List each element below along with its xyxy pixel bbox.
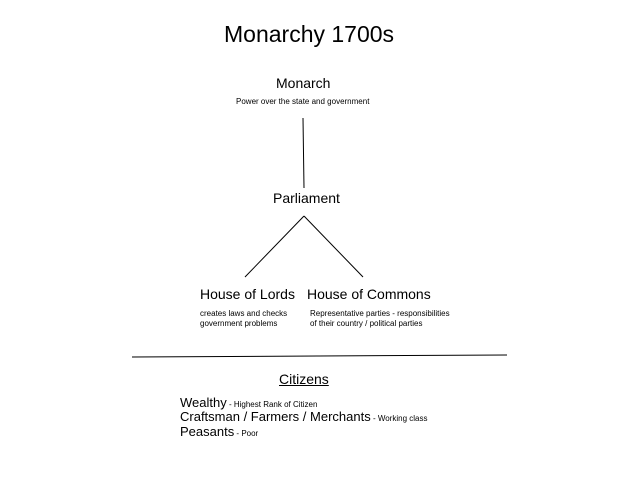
citizen-class-item: [180, 424, 258, 439]
citizen-class-name: Peasants: [180, 424, 235, 439]
monarch-to-parliament-line: [303, 118, 304, 188]
house-of-lords-description: [200, 309, 287, 329]
page-title: Monarchy 1700s: [224, 21, 395, 47]
citizen-class-note: - Highest Rank of Citizen: [226, 400, 318, 409]
parliament-label: Parliament: [273, 190, 340, 206]
house-of-lords-description-line: government problems: [200, 319, 278, 328]
citizens-divider-line: [132, 355, 507, 357]
citizen-class-note: - Poor: [234, 429, 259, 438]
citizen-class-item: [180, 409, 427, 424]
monarch-description: Power over the state and government: [236, 97, 370, 106]
monarch-label: Monarch: [276, 75, 331, 91]
citizen-class-name: Craftsman / Farmers / Merchants: [180, 409, 371, 424]
house-of-lords-label: House of Lords: [200, 286, 295, 302]
house-of-commons-description-line: of their country / political parties: [310, 319, 423, 328]
house-of-commons-description: [310, 309, 450, 329]
house-of-commons-label: House of Commons: [307, 286, 431, 302]
house-of-commons-description-line: Representative parties - responsibilities: [310, 309, 450, 318]
citizens-heading: Citizens: [279, 371, 329, 387]
citizen-class-note: - Working class: [370, 414, 428, 423]
house-of-lords-description-line: creates laws and checks: [200, 309, 288, 318]
citizen-class-name: Wealthy: [180, 395, 227, 410]
parliament-to-commons-line: [304, 216, 363, 277]
parliament-to-lords-line: [245, 216, 304, 277]
citizen-class-item: [180, 395, 317, 410]
